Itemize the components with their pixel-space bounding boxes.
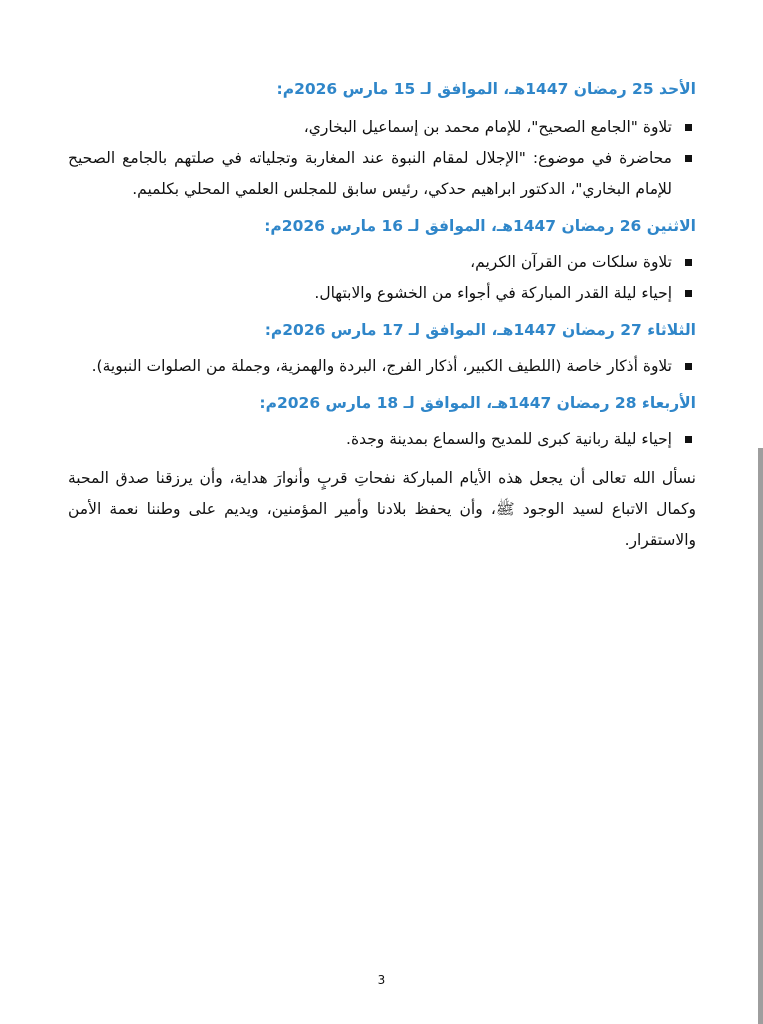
square-bullet-icon: [685, 259, 692, 266]
day-section-wednesday: [68, 388, 696, 455]
scrollbar-thumb[interactable]: [758, 448, 763, 1024]
square-bullet-icon: [685, 290, 692, 297]
day-heading: الثلاثاء 27 رمضان 1447هـ، الموافق لـ 17 مارس 2026م:: [264, 321, 696, 339]
day-section-tuesday: [68, 315, 696, 382]
list-item-text: إحياء ليلة القدر المباركة في أجواء من الخشوع والابتهال.: [314, 284, 672, 302]
list-item-text: تلاوة أذكار خاصة (اللطيف الكبير، أذكار الفرج، البردة والهمزية، وجملة من الصلوات النبوية).: [91, 357, 672, 375]
day-heading: الاثنين 26 رمضان 1447هـ، الموافق لـ 16 مارس 2026م:: [264, 217, 696, 235]
list-item: [68, 278, 696, 309]
page-content: [68, 74, 696, 572]
list-item: [68, 424, 696, 455]
list-item-text: تلاوة "الجامع الصحيح"، للإمام محمد بن إسماعيل البخاري،: [303, 118, 672, 136]
item-list: [68, 112, 696, 205]
list-item: [68, 247, 696, 278]
day-section-sunday: [68, 74, 696, 205]
day-section-monday: [68, 211, 696, 309]
page-number: 3: [377, 973, 386, 987]
day-heading: الأحد 25 رمضان 1447هـ، الموافق لـ 15 مارس 2026م:: [276, 80, 696, 98]
list-item: [68, 143, 696, 205]
closing-paragraph: نسأل الله تعالى أن يجعل هذه الأيام المباركة نفحاتِ قربٍ وأنوارَ هداية، وأن يرزقنا صدق المحبة وكمال الاتباع لسيد الوجود ﷺ، وأن يحفظ بلادنا وأمير المؤمنين، ويديم على وطننا نعمة الأمن والاستقرار.: [68, 469, 696, 549]
square-bullet-icon: [685, 436, 692, 443]
item-list: [68, 351, 696, 382]
list-item-text: تلاوة سلكات من القرآن الكريم،: [470, 253, 672, 271]
list-item: [68, 351, 696, 382]
square-bullet-icon: [685, 155, 692, 162]
scrollbar-track[interactable]: [757, 0, 763, 1024]
list-item-text: إحياء ليلة ربانية كبرى للمديح والسماع بمدينة وجدة.: [346, 430, 672, 448]
item-list: [68, 424, 696, 455]
list-item-text: محاضرة في موضوع: "الإجلال لمقام النبوة عند المغاربة وتجلياته في صلتهم بالجامع الصحيح للإمام البخاري"، الدكتور ابراهيم حدكي، رئيس سابق للمجلس العلمي المحلي بكلميم.: [68, 149, 672, 198]
day-heading: الأربعاء 28 رمضان 1447هـ، الموافق لـ 18 مارس 2026م:: [259, 394, 696, 412]
list-item: [68, 112, 696, 143]
square-bullet-icon: [685, 363, 692, 370]
item-list: [68, 247, 696, 309]
square-bullet-icon: [685, 124, 692, 131]
